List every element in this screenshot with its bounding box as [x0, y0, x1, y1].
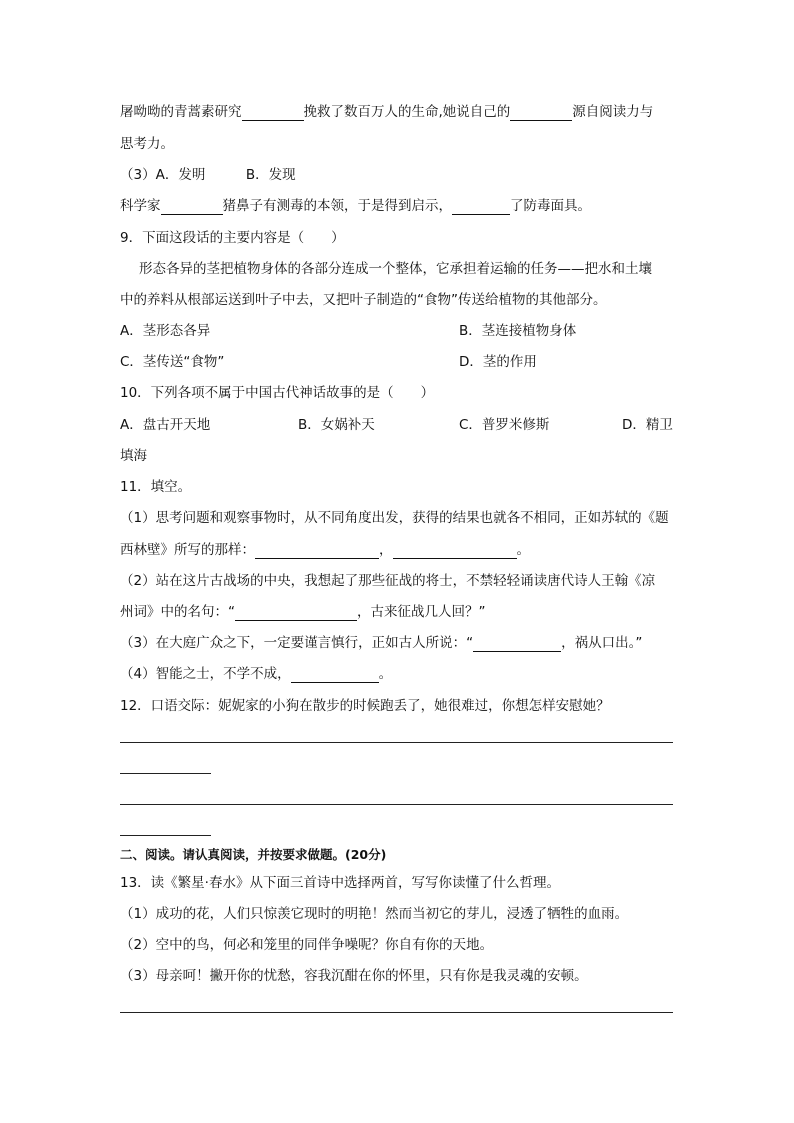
q8-text: 源自阅读力与 — [572, 104, 654, 120]
q13-poem-2: （2）空中的鸟，何必和笼里的同伴争噪呢？你自有你的天地。 — [120, 937, 494, 953]
q8-text: 科学家 — [120, 198, 161, 214]
answer-line[interactable] — [120, 804, 673, 805]
q11-text: （4）智能之士，不学不成， — [120, 666, 291, 682]
q11-item2-line2 — [120, 603, 486, 621]
q12-stem: 12．口语交际：妮妮家的小狗在散步的时候跑丢了，她很难过，你想怎样安慰她？ — [120, 698, 610, 714]
q9-passage-line2: 中的养料从根部运送到叶子中去，又把叶子制造的“食物”传送给植物的其他部分。 — [120, 292, 607, 308]
answer-line[interactable] — [120, 1012, 673, 1013]
answer-blank[interactable] — [393, 544, 517, 559]
q8-line1 — [120, 103, 653, 121]
answer-blank[interactable] — [235, 606, 357, 621]
answer-blank[interactable] — [255, 544, 379, 559]
answer-line[interactable] — [120, 773, 211, 774]
q8-text: 猪鼻子有测毒的本领，于是得到启示， — [222, 198, 452, 214]
q10-option-b[interactable]: B．女娲补天 — [298, 417, 375, 433]
q11-item4 — [120, 665, 392, 683]
q11-item2-line1: （2）站在这片古战场的中央，我想起了那些征战的将士，不禁轻轻诵读唐代诗人王翰《凉 — [120, 573, 656, 589]
q10-stem: 10．下列各项不属于中国古代神话故事的是（ ） — [120, 385, 435, 401]
q11-text: （3）在大庭广众之下，一定要谨言慎行，正如古人所说：“ — [120, 635, 474, 651]
q11-text: 州词》中的名句：“ — [120, 604, 235, 620]
q11-item1-line2 — [120, 541, 530, 559]
q11-text: ，古来征战几人回？” — [357, 604, 486, 620]
q9-option-b[interactable]: B．茎连接植物身体 — [459, 323, 577, 339]
q11-text: ，祸从口出。” — [561, 635, 643, 651]
q8-text: 了防毒面具。 — [510, 198, 591, 214]
answer-blank[interactable] — [242, 106, 304, 121]
q9-option-d[interactable]: D．茎的作用 — [459, 354, 537, 370]
q10-option-c[interactable]: C．普罗米修斯 — [459, 417, 550, 433]
answer-blank[interactable] — [161, 200, 223, 215]
q11-item3 — [120, 634, 642, 652]
answer-line[interactable] — [120, 835, 211, 836]
q9-passage-line1: 形态各异的茎把植物身体的各部分连成一个整体，它承担着运输的任务——把水和土壤 — [139, 261, 652, 277]
q11-text: 。 — [516, 542, 530, 558]
q8-options-3: （3）A．发明 B．发现 — [120, 167, 296, 183]
q10-option-a[interactable]: A．盘古开天地 — [120, 417, 211, 433]
q9-option-c[interactable]: C．茎传送“食物” — [120, 354, 225, 370]
q10-option-d-continued: 填海 — [120, 448, 147, 464]
q11-text: 西林壁》所写的那样： — [120, 542, 255, 558]
q11-item1-line1: （1）思考问题和观察事物时，从不同角度出发，获得的结果也就各不相同，正如苏轼的《题 — [120, 510, 669, 526]
q10-option-d[interactable]: D．精卫 — [622, 417, 673, 433]
q11-stem: 11．填空。 — [120, 479, 192, 495]
q8-line3 — [120, 197, 591, 215]
q8-text: 挽救了数百万人的生命,她说自己的 — [303, 104, 511, 120]
answer-blank[interactable] — [452, 200, 510, 215]
answer-blank[interactable] — [291, 668, 379, 683]
q9-stem: 9．下面这段话的主要内容是（ ） — [120, 230, 345, 246]
answer-blank[interactable] — [473, 637, 561, 652]
q11-text: 。 — [378, 666, 393, 682]
answer-line[interactable] — [120, 742, 673, 743]
q9-option-a[interactable]: A．茎形态各异 — [120, 323, 211, 339]
answer-blank[interactable] — [510, 106, 572, 121]
section-heading: 二、阅读。请认真阅读，并按要求做题。(20分) — [120, 847, 387, 862]
q8-text: 屠呦呦的青蒿素研究 — [120, 104, 242, 120]
q11-text: ， — [379, 542, 393, 558]
q13-stem: 13．读《繁星·春水》从下面三首诗中选择两首，写写你读懂了什么哲理。 — [120, 875, 560, 891]
q8-line2: 思考力。 — [120, 136, 174, 152]
q13-poem-1: （1）成功的花，人们只惊羡它现时的明艳！然而当初它的芽儿，浸透了牺牲的血雨。 — [120, 906, 629, 922]
q13-poem-3: （3）母亲呵！撇开你的忧愁，容我沉酣在你的怀里，只有你是我灵魂的安顿。 — [120, 968, 588, 984]
